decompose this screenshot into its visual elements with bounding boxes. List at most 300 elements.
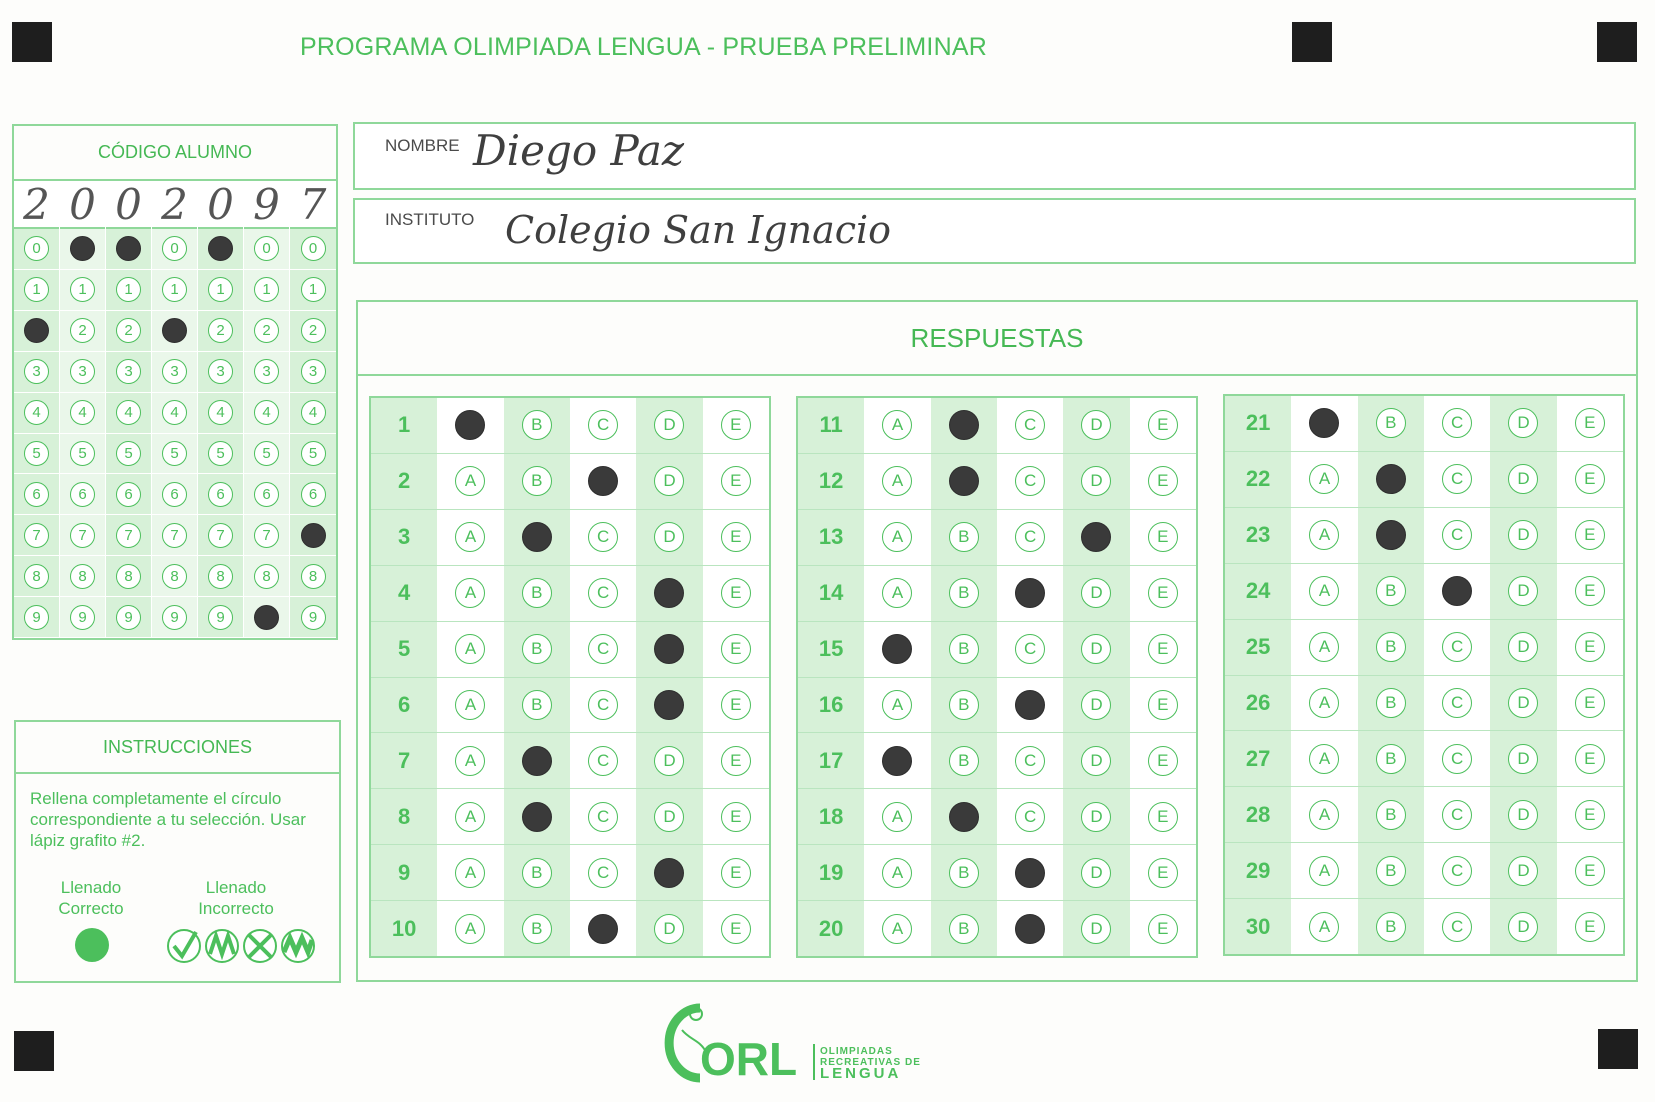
answer-cell — [437, 901, 503, 956]
code-bubble-9[interactable]: 9 — [301, 605, 326, 630]
answer-bubble-26-d[interactable]: D — [1508, 688, 1538, 718]
code-bubble-0[interactable]: 0 — [162, 236, 187, 261]
answer-bubble-27-d[interactable]: D — [1508, 744, 1538, 774]
answer-bubble-18-e[interactable]: E — [1148, 802, 1178, 832]
code-bubble-0[interactable]: 0 — [24, 236, 49, 261]
question-number: 20 — [818, 915, 844, 941]
answer-bubble-9-a[interactable]: A — [455, 858, 485, 888]
code-bubble-4[interactable]: 4 — [254, 400, 279, 425]
answer-bubble-29-b[interactable]: B — [1376, 856, 1406, 886]
code-cell — [290, 270, 336, 311]
answer-bubble-10-d[interactable]: D — [654, 914, 684, 944]
code-bubble-2[interactable]: 2 — [208, 318, 233, 343]
code-bubble-7[interactable]: 7 — [24, 523, 49, 548]
code-bubble-1[interactable]: 1 — [301, 277, 326, 302]
answer-cell — [1557, 731, 1623, 787]
answer-bubble-14-d[interactable]: D — [1081, 578, 1111, 608]
answer-bubble-8-a[interactable]: A — [455, 802, 485, 832]
answer-bubble-1-e[interactable]: E — [721, 410, 751, 440]
code-cell — [198, 270, 243, 311]
option-column-a — [864, 398, 930, 956]
answer-bubble-21-b[interactable]: B — [1376, 408, 1406, 438]
code-cell — [106, 352, 151, 393]
answer-bubble-9-c[interactable]: C — [588, 858, 618, 888]
answer-bubble-29-c[interactable]: C — [1442, 856, 1472, 886]
answer-cell — [931, 733, 997, 789]
answer-bubble-7-b[interactable] — [522, 746, 552, 776]
answer-bubble-20-d[interactable]: D — [1081, 914, 1111, 944]
answer-bubble-12-d[interactable]: D — [1081, 466, 1111, 496]
answer-bubble-15-b[interactable]: B — [949, 634, 979, 664]
code-bubble-9[interactable] — [254, 605, 279, 630]
student-code-header: CÓDIGO ALUMNO — [14, 126, 336, 181]
answer-bubble-24-a[interactable]: A — [1309, 576, 1339, 606]
name-field[interactable] — [353, 122, 1636, 190]
answer-bubble-5-a[interactable]: A — [455, 634, 485, 664]
code-cell — [152, 311, 197, 352]
answer-cell — [570, 454, 636, 510]
answer-bubble-18-a[interactable]: A — [882, 802, 912, 832]
answer-bubble-25-d[interactable]: D — [1508, 632, 1538, 662]
answer-bubble-28-b[interactable]: B — [1376, 800, 1406, 830]
answer-cell — [504, 398, 570, 454]
answer-bubble-12-a[interactable]: A — [882, 466, 912, 496]
code-bubble-5[interactable]: 5 — [301, 441, 326, 466]
answer-bubble-4-c[interactable]: C — [588, 578, 618, 608]
answer-bubble-5-b[interactable]: B — [522, 634, 552, 664]
answer-bubble-16-a[interactable]: A — [882, 690, 912, 720]
answer-bubble-24-e[interactable]: E — [1575, 576, 1605, 606]
code-bubble-1[interactable]: 1 — [24, 277, 49, 302]
answer-bubble-11-a[interactable]: A — [882, 410, 912, 440]
answer-cell — [1358, 564, 1424, 620]
code-bubble-3[interactable]: 3 — [24, 359, 49, 384]
code-bubble-3[interactable]: 3 — [116, 359, 141, 384]
answer-cell — [1291, 620, 1357, 676]
code-bubble-0[interactable] — [70, 236, 95, 261]
answer-bubble-22-d[interactable]: D — [1508, 464, 1538, 494]
answer-cell — [703, 622, 769, 678]
answer-bubble-1-d[interactable]: D — [654, 410, 684, 440]
answer-bubble-25-b[interactable]: B — [1376, 632, 1406, 662]
answer-bubble-11-b[interactable] — [949, 410, 979, 440]
answer-bubble-28-d[interactable]: D — [1508, 800, 1538, 830]
code-bubble-1[interactable]: 1 — [70, 277, 95, 302]
answer-cell — [1358, 396, 1424, 452]
answer-cell — [1358, 620, 1424, 676]
answer-bubble-17-b[interactable]: B — [949, 746, 979, 776]
answer-bubble-23-b[interactable] — [1376, 520, 1406, 550]
question-number: 13 — [818, 524, 844, 550]
answer-cell — [570, 566, 636, 622]
answer-bubble-6-e[interactable]: E — [721, 690, 751, 720]
answer-bubble-26-e[interactable]: E — [1575, 688, 1605, 718]
question-number-cell — [1225, 899, 1291, 954]
code-cell — [198, 352, 243, 393]
answer-bubble-13-b[interactable]: B — [949, 522, 979, 552]
answer-bubble-24-c[interactable] — [1442, 576, 1472, 606]
answer-bubble-16-e[interactable]: E — [1148, 690, 1178, 720]
answer-bubble-30-a[interactable]: A — [1309, 912, 1339, 942]
code-bubble-7[interactable]: 7 — [70, 523, 95, 548]
answer-bubble-19-e[interactable]: E — [1148, 858, 1178, 888]
code-bubble-6[interactable]: 6 — [254, 482, 279, 507]
question-number-column — [798, 398, 864, 956]
question-number: 8 — [398, 803, 411, 829]
code-cell — [244, 270, 289, 311]
option-column-b — [931, 398, 997, 956]
answer-cell — [1130, 454, 1196, 510]
code-bubble-0[interactable] — [116, 236, 141, 261]
answer-bubble-7-e[interactable]: E — [721, 746, 751, 776]
answer-cell — [570, 845, 636, 901]
answer-bubble-4-e[interactable]: E — [721, 578, 751, 608]
answer-cell — [1490, 676, 1556, 732]
answer-bubble-20-b[interactable]: B — [949, 914, 979, 944]
answer-bubble-10-e[interactable]: E — [721, 914, 751, 944]
answer-bubble-13-d[interactable] — [1081, 522, 1111, 552]
answer-bubble-29-d[interactable]: D — [1508, 856, 1538, 886]
code-bubble-4[interactable]: 4 — [301, 400, 326, 425]
answer-bubble-30-c[interactable]: C — [1442, 912, 1472, 942]
answer-cell — [504, 901, 570, 956]
answer-cell — [1291, 843, 1357, 899]
answer-bubble-12-c[interactable]: C — [1015, 466, 1045, 496]
answer-bubble-25-c[interactable]: C — [1442, 632, 1472, 662]
answer-bubble-23-c[interactable]: C — [1442, 520, 1472, 550]
answer-bubble-6-a[interactable]: A — [455, 690, 485, 720]
answer-cell — [570, 398, 636, 454]
answer-bubble-23-d[interactable]: D — [1508, 520, 1538, 550]
code-bubble-1[interactable]: 1 — [116, 277, 141, 302]
answer-bubble-7-a[interactable]: A — [455, 746, 485, 776]
answer-bubble-20-e[interactable]: E — [1148, 914, 1178, 944]
answer-bubble-9-d[interactable] — [654, 858, 684, 888]
option-column-e — [1130, 398, 1196, 956]
answer-bubble-6-d[interactable] — [654, 690, 684, 720]
answer-bubble-25-a[interactable]: A — [1309, 632, 1339, 662]
answer-bubble-22-c[interactable]: C — [1442, 464, 1472, 494]
code-bubble-2[interactable] — [162, 318, 187, 343]
answer-bubble-14-a[interactable]: A — [882, 578, 912, 608]
answer-bubble-3-e[interactable]: E — [721, 522, 751, 552]
answer-cell — [864, 454, 930, 510]
answer-bubble-3-c[interactable]: C — [588, 522, 618, 552]
code-cell — [290, 393, 336, 434]
answer-cell — [864, 622, 930, 678]
answer-bubble-18-b[interactable] — [949, 802, 979, 832]
answer-bubble-11-c[interactable]: C — [1015, 410, 1045, 440]
code-cell — [14, 515, 59, 556]
option-column-c — [570, 398, 636, 956]
answer-bubble-16-c[interactable] — [1015, 690, 1045, 720]
code-bubble-1[interactable]: 1 — [254, 277, 279, 302]
answer-bubble-19-c[interactable] — [1015, 858, 1045, 888]
answer-bubble-7-c[interactable]: C — [588, 746, 618, 776]
code-bubble-6[interactable]: 6 — [208, 482, 233, 507]
question-number: 18 — [818, 803, 844, 829]
answer-bubble-2-b[interactable]: B — [522, 466, 552, 496]
answer-bubble-16-d[interactable]: D — [1081, 690, 1111, 720]
answer-bubble-9-e[interactable]: E — [721, 858, 751, 888]
answer-bubble-2-c[interactable] — [588, 466, 618, 496]
answer-bubble-26-c[interactable]: C — [1442, 688, 1472, 718]
answer-cell — [636, 901, 702, 956]
answer-bubble-3-b[interactable] — [522, 522, 552, 552]
code-cell — [198, 229, 243, 270]
code-cell — [244, 352, 289, 393]
answer-bubble-17-e[interactable]: E — [1148, 746, 1178, 776]
answer-bubble-30-e[interactable]: E — [1575, 912, 1605, 942]
code-cell — [290, 474, 336, 515]
answer-bubble-21-d[interactable]: D — [1508, 408, 1538, 438]
answer-bubble-15-e[interactable]: E — [1148, 634, 1178, 664]
answer-cell — [1490, 899, 1556, 954]
code-bubble-8[interactable]: 8 — [116, 564, 141, 589]
code-bubble-4[interactable]: 4 — [208, 400, 233, 425]
answer-bubble-18-c[interactable]: C — [1015, 802, 1045, 832]
code-cell — [198, 474, 243, 515]
answer-bubble-28-e[interactable]: E — [1575, 800, 1605, 830]
code-bubble-4[interactable]: 4 — [70, 400, 95, 425]
answer-bubble-2-e[interactable]: E — [721, 466, 751, 496]
answer-bubble-9-b[interactable]: B — [522, 858, 552, 888]
answer-bubble-15-c[interactable]: C — [1015, 634, 1045, 664]
code-bubble-0[interactable]: 0 — [254, 236, 279, 261]
code-bubble-2[interactable]: 2 — [254, 318, 279, 343]
answer-bubble-20-a[interactable]: A — [882, 914, 912, 944]
answer-cell — [703, 789, 769, 845]
answer-bubble-2-d[interactable]: D — [654, 466, 684, 496]
question-number-cell — [798, 622, 864, 678]
code-bubble-7[interactable] — [301, 523, 326, 548]
answer-bubble-3-d[interactable]: D — [654, 522, 684, 552]
code-bubble-5[interactable]: 5 — [116, 441, 141, 466]
code-bubble-6[interactable]: 6 — [116, 482, 141, 507]
answer-bubble-19-a[interactable]: A — [882, 858, 912, 888]
code-bubble-0[interactable]: 0 — [301, 236, 326, 261]
answer-bubble-23-e[interactable]: E — [1575, 520, 1605, 550]
answer-bubble-17-d[interactable]: D — [1081, 746, 1111, 776]
answer-bubble-10-a[interactable]: A — [455, 914, 485, 944]
answer-cell — [997, 901, 1063, 956]
alignment-marker-bottom-right — [1598, 1029, 1638, 1069]
code-bubble-9[interactable]: 9 — [24, 605, 49, 630]
code-bubble-2[interactable] — [24, 318, 49, 343]
answer-bubble-27-c[interactable]: C — [1442, 744, 1472, 774]
answer-cell — [504, 622, 570, 678]
answer-bubble-6-c[interactable]: C — [588, 690, 618, 720]
code-bubble-3[interactable]: 3 — [208, 359, 233, 384]
answer-bubble-18-d[interactable]: D — [1081, 802, 1111, 832]
question-number: 15 — [818, 636, 844, 662]
answer-bubble-23-a[interactable]: A — [1309, 520, 1339, 550]
answer-bubble-10-b[interactable]: B — [522, 914, 552, 944]
answer-bubble-13-a[interactable]: A — [882, 522, 912, 552]
answer-bubble-6-b[interactable]: B — [522, 690, 552, 720]
question-number: 17 — [818, 747, 844, 773]
code-bubble-9[interactable]: 9 — [70, 605, 95, 630]
code-bubble-6[interactable]: 6 — [301, 482, 326, 507]
question-number: 5 — [398, 636, 411, 662]
answer-cell — [504, 678, 570, 734]
answer-bubble-26-a[interactable]: A — [1309, 688, 1339, 718]
page-title: PROGRAMA OLIMPIADA LENGUA - PRUEBA PRELIMINAR — [300, 33, 987, 61]
answer-bubble-27-b[interactable]: B — [1376, 744, 1406, 774]
answer-bubble-16-b[interactable]: B — [949, 690, 979, 720]
answer-bubble-21-a[interactable] — [1309, 408, 1339, 438]
code-bubble-2[interactable]: 2 — [301, 318, 326, 343]
code-bubble-8[interactable]: 8 — [208, 564, 233, 589]
code-bubble-6[interactable]: 6 — [24, 482, 49, 507]
code-bubble-8[interactable]: 8 — [301, 564, 326, 589]
answer-bubble-29-e[interactable]: E — [1575, 856, 1605, 886]
code-cell — [244, 434, 289, 475]
code-bubble-4[interactable]: 4 — [162, 400, 187, 425]
code-bubble-0[interactable] — [208, 236, 233, 261]
answer-bubble-14-b[interactable]: B — [949, 578, 979, 608]
code-cell — [290, 434, 336, 475]
code-bubble-2[interactable]: 2 — [70, 318, 95, 343]
code-bubble-5[interactable]: 5 — [24, 441, 49, 466]
answer-bubble-24-b[interactable]: B — [1376, 576, 1406, 606]
answer-bubble-12-e[interactable]: E — [1148, 466, 1178, 496]
code-bubble-6[interactable]: 6 — [162, 482, 187, 507]
answer-bubble-8-c[interactable]: C — [588, 802, 618, 832]
code-bubble-7[interactable]: 7 — [116, 523, 141, 548]
answer-bubble-14-c[interactable] — [1015, 578, 1045, 608]
answer-cell — [1557, 676, 1623, 732]
answer-bubble-30-b[interactable]: B — [1376, 912, 1406, 942]
code-bubble-8[interactable]: 8 — [70, 564, 95, 589]
answer-bubble-5-e[interactable]: E — [721, 634, 751, 664]
answer-bubble-8-d[interactable]: D — [654, 802, 684, 832]
institute-value: Colegio San Ignacio — [505, 208, 892, 252]
answer-bubble-13-c[interactable]: C — [1015, 522, 1045, 552]
code-cell — [198, 597, 243, 638]
answer-bubble-21-c[interactable]: C — [1442, 408, 1472, 438]
answer-bubble-14-e[interactable]: E — [1148, 578, 1178, 608]
code-bubble-3[interactable]: 3 — [301, 359, 326, 384]
code-bubble-1[interactable]: 1 — [162, 277, 187, 302]
answer-cell — [1130, 510, 1196, 566]
code-cell — [14, 556, 59, 597]
answer-bubble-30-d[interactable]: D — [1508, 912, 1538, 942]
question-number: 7 — [398, 747, 411, 773]
answer-bubble-1-c[interactable]: C — [588, 410, 618, 440]
option-column-d — [1063, 398, 1129, 956]
code-cell — [14, 352, 59, 393]
answer-bubble-24-d[interactable]: D — [1508, 576, 1538, 606]
answer-cell — [437, 454, 503, 510]
answer-bubble-22-b[interactable] — [1376, 464, 1406, 494]
answer-bubble-1-b[interactable]: B — [522, 410, 552, 440]
answer-cell — [1557, 843, 1623, 899]
code-bubble-8[interactable]: 8 — [162, 564, 187, 589]
code-bubble-5[interactable]: 5 — [208, 441, 233, 466]
code-bubble-8[interactable]: 8 — [24, 564, 49, 589]
code-bubble-7[interactable]: 7 — [254, 523, 279, 548]
code-bubble-7[interactable]: 7 — [208, 523, 233, 548]
code-bubble-2[interactable]: 2 — [116, 318, 141, 343]
answer-bubble-10-c[interactable] — [588, 914, 618, 944]
answer-cell — [437, 678, 503, 734]
answer-bubble-27-e[interactable]: E — [1575, 744, 1605, 774]
answer-bubble-19-b[interactable]: B — [949, 858, 979, 888]
answer-cell — [1291, 508, 1357, 564]
answer-cell — [1358, 899, 1424, 954]
code-bubble-8[interactable]: 8 — [254, 564, 279, 589]
answer-bubble-26-b[interactable]: B — [1376, 688, 1406, 718]
code-bubble-9[interactable]: 9 — [162, 605, 187, 630]
answer-bubble-7-d[interactable]: D — [654, 746, 684, 776]
institute-field[interactable] — [353, 198, 1636, 264]
answer-bubble-29-a[interactable]: A — [1309, 856, 1339, 886]
answer-bubble-20-c[interactable] — [1015, 914, 1045, 944]
answer-bubble-22-e[interactable]: E — [1575, 464, 1605, 494]
code-cell — [106, 311, 151, 352]
code-bubble-7[interactable]: 7 — [162, 523, 187, 548]
question-number-cell — [371, 398, 437, 454]
answer-bubble-15-a[interactable] — [882, 634, 912, 664]
code-bubble-5[interactable]: 5 — [70, 441, 95, 466]
code-cell — [198, 311, 243, 352]
answer-bubble-15-d[interactable]: D — [1081, 634, 1111, 664]
answer-bubble-3-a[interactable]: A — [455, 522, 485, 552]
answer-bubble-4-a[interactable]: A — [455, 578, 485, 608]
code-bubble-4[interactable]: 4 — [116, 400, 141, 425]
question-number: 21 — [1245, 410, 1271, 436]
answer-bubble-25-e[interactable]: E — [1575, 632, 1605, 662]
answer-bubble-28-c[interactable]: C — [1442, 800, 1472, 830]
answer-bubble-17-a[interactable] — [882, 746, 912, 776]
code-bubble-3[interactable]: 3 — [162, 359, 187, 384]
answer-bubble-17-c[interactable]: C — [1015, 746, 1045, 776]
answer-bubble-27-a[interactable]: A — [1309, 744, 1339, 774]
answer-bubble-12-b[interactable] — [949, 466, 979, 496]
code-bubble-9[interactable]: 9 — [116, 605, 141, 630]
code-bubble-3[interactable]: 3 — [254, 359, 279, 384]
code-cell — [152, 474, 197, 515]
code-bubble-5[interactable]: 5 — [162, 441, 187, 466]
code-bubble-1[interactable]: 1 — [208, 277, 233, 302]
answer-cell — [1490, 396, 1556, 452]
answer-bubble-13-e[interactable]: E — [1148, 522, 1178, 552]
alignment-marker-top-left — [12, 22, 52, 62]
answer-bubble-4-d[interactable] — [654, 578, 684, 608]
answer-bubble-21-e[interactable]: E — [1575, 408, 1605, 438]
answer-bubble-4-b[interactable]: B — [522, 578, 552, 608]
answer-bubble-5-c[interactable]: C — [588, 634, 618, 664]
answer-bubble-2-a[interactable]: A — [455, 466, 485, 496]
code-bubble-4[interactable]: 4 — [24, 400, 49, 425]
answer-cell — [997, 789, 1063, 845]
answer-cell — [864, 398, 930, 454]
code-bubble-6[interactable]: 6 — [70, 482, 95, 507]
answer-bubble-11-d[interactable]: D — [1081, 410, 1111, 440]
answer-bubble-22-a[interactable]: A — [1309, 464, 1339, 494]
answer-bubble-5-d[interactable] — [654, 634, 684, 664]
code-bubble-5[interactable]: 5 — [254, 441, 279, 466]
answer-bubble-1-a[interactable] — [455, 410, 485, 440]
answer-bubble-28-a[interactable]: A — [1309, 800, 1339, 830]
answer-bubble-19-d[interactable]: D — [1081, 858, 1111, 888]
answer-bubble-11-e[interactable]: E — [1148, 410, 1178, 440]
answer-bubble-8-b[interactable] — [522, 802, 552, 832]
answer-bubble-8-e[interactable]: E — [721, 802, 751, 832]
code-bubble-3[interactable]: 3 — [70, 359, 95, 384]
code-bubble-9[interactable]: 9 — [208, 605, 233, 630]
